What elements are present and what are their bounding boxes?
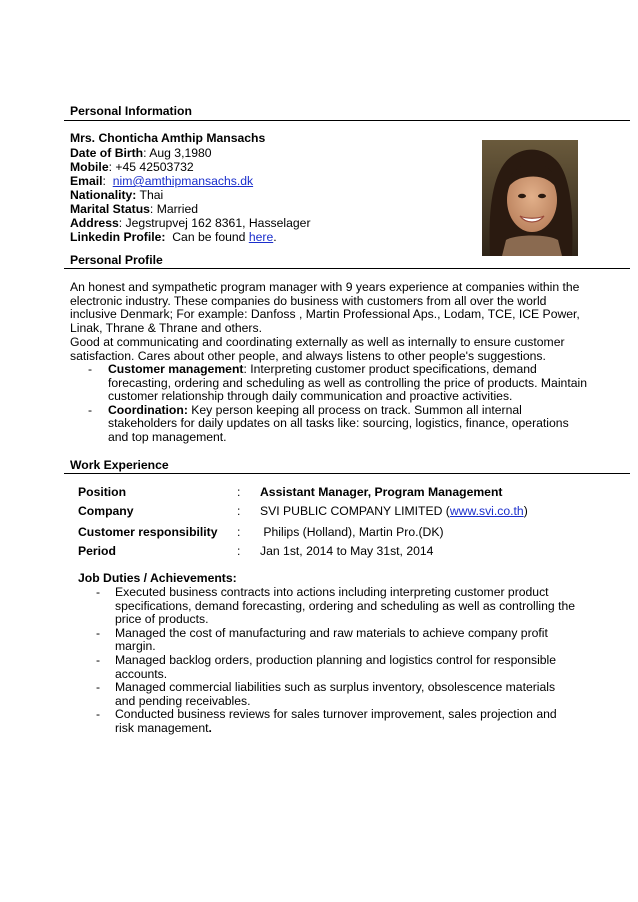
- bullet-dash: -: [96, 652, 101, 667]
- bullet-dash: -: [96, 680, 101, 695]
- linkedin-label: Linkedin Profile:: [70, 230, 166, 244]
- profile-bullet-list: [70, 363, 590, 445]
- email-link[interactable]: nim@amthipmansachs.dk: [112, 174, 254, 188]
- profile-paragraph-2: Good at communicating and coordinating externally as well as internally to ensure customer satisfaction. Cares about other people, and always listens to other people's suggestions.: [70, 335, 565, 363]
- position-label: Position: [78, 485, 127, 499]
- list-item: [70, 404, 590, 445]
- mobile: [70, 160, 194, 175]
- job-duties-title: Job Duties / Achievements:: [78, 571, 237, 585]
- list-item: [78, 708, 578, 735]
- portrait-image: [482, 140, 578, 256]
- bullet-text: : Interpreting customer product specifications, demand forecasting, ordering and scheduling as well as controlling the price of products. Maintain customer relationship through daily communication and proactive activities.: [108, 362, 587, 404]
- linkedin-profile: [70, 230, 277, 245]
- profile-paragraph-1: An honest and sympathetic program manager with 9 years experience at companies within the electronic industry. These companies do business with customers from all over the world inclusive Denmark; For example: Danfoss , Martin Professional Aps., Lodam, TCE, ICE Power, Linak, Thrane & Thrane and others.: [70, 280, 580, 335]
- company-value: [260, 504, 528, 518]
- period-label: Period: [78, 544, 116, 558]
- customer-responsibility-value: Philips (Holland), Martin Pro.(DK): [260, 525, 444, 539]
- bullet-dash: -: [96, 585, 101, 599]
- mobile-value: : +45 42503732: [108, 160, 194, 174]
- mobile-label: Mobile: [70, 160, 109, 174]
- section-divider: [64, 473, 630, 474]
- address-label: Address: [70, 216, 119, 230]
- position-value: Assistant Manager, Program Management: [260, 485, 503, 499]
- list-item: [78, 654, 578, 681]
- dob-value: : Aug 3,1980: [143, 146, 212, 160]
- duty-text: Conducted business reviews for sales turnover improvement, sales projection and risk management: [115, 707, 557, 735]
- nationality-value: Thai: [136, 188, 164, 202]
- nationality: [70, 188, 163, 203]
- duty-end: .: [208, 720, 212, 735]
- duty-text: Managed commercial liabilities such as surplus inventory, obsolescence materials and pending receivables.: [115, 680, 556, 708]
- list-item: [78, 681, 578, 708]
- linkedin-text: Can be found: [165, 230, 249, 244]
- dob-label: Date of Birth: [70, 146, 144, 160]
- email-separator: :: [102, 174, 113, 188]
- address: [70, 216, 311, 231]
- bullet-text: Key person keeping all process on track. Summon all internal stakeholders for daily updates on all tasks like: sourcing, logistics, finance, operations and top management.: [108, 402, 569, 444]
- company-name: SVI PUBLIC COMPANY LIMITED (: [260, 504, 450, 518]
- company-website-link[interactable]: www.svi.co.th: [449, 504, 524, 518]
- job-duties-list: [78, 586, 578, 736]
- linkedin-end: .: [273, 230, 277, 244]
- address-value: : Jegstrupvej 162 8361, Hasselager: [118, 216, 311, 230]
- marital-value: : Married: [149, 202, 199, 216]
- bullet-dash: -: [88, 402, 93, 417]
- bullet-dash: -: [88, 362, 93, 376]
- customer-responsibility-label: Customer responsibility: [78, 525, 218, 539]
- section-title-personal-information: Personal Information: [70, 104, 192, 118]
- date-of-birth: [70, 146, 212, 161]
- company-end: ): [523, 504, 528, 518]
- section-title-personal-profile: Personal Profile: [70, 253, 163, 267]
- bullet-dash: -: [96, 625, 101, 640]
- profile-photo: [482, 140, 578, 256]
- company-label: Company: [78, 504, 134, 518]
- row-colon: :: [237, 525, 241, 539]
- list-item: [78, 627, 578, 654]
- period-value: Jan 1st, 2014 to May 31st, 2014: [260, 544, 434, 558]
- marital-label: Marital Status: [70, 202, 150, 216]
- list-item: [70, 363, 590, 404]
- row-colon: :: [237, 544, 241, 558]
- bullet-dash: -: [96, 707, 101, 722]
- marital-status: [70, 202, 198, 217]
- duty-text: Managed the cost of manufacturing and raw materials to achieve company profit margin.: [115, 625, 548, 654]
- email-label: Email: [70, 174, 103, 188]
- duty-text: Managed backlog orders, production planning and logistics control for responsible accounts.: [115, 652, 557, 681]
- section-divider: [64, 120, 630, 121]
- bullet-title: Customer management: [108, 362, 244, 376]
- list-item: [78, 586, 578, 627]
- linkedin-link[interactable]: here: [248, 230, 274, 244]
- duty-text: Executed business contracts into actions including interpreting customer product specifications, demand forecasting, ordering and scheduling as well as controlling the price of products.: [115, 585, 576, 627]
- row-colon: :: [237, 485, 241, 499]
- candidate-name: Mrs. Chonticha Amthip Mansachs: [70, 131, 266, 145]
- section-title-work-experience: Work Experience: [70, 458, 169, 472]
- nationality-label: Nationality:: [70, 188, 137, 202]
- bullet-title: Coordination:: [108, 402, 188, 417]
- email: [70, 174, 253, 189]
- section-divider: [64, 268, 630, 269]
- row-colon: :: [237, 504, 241, 518]
